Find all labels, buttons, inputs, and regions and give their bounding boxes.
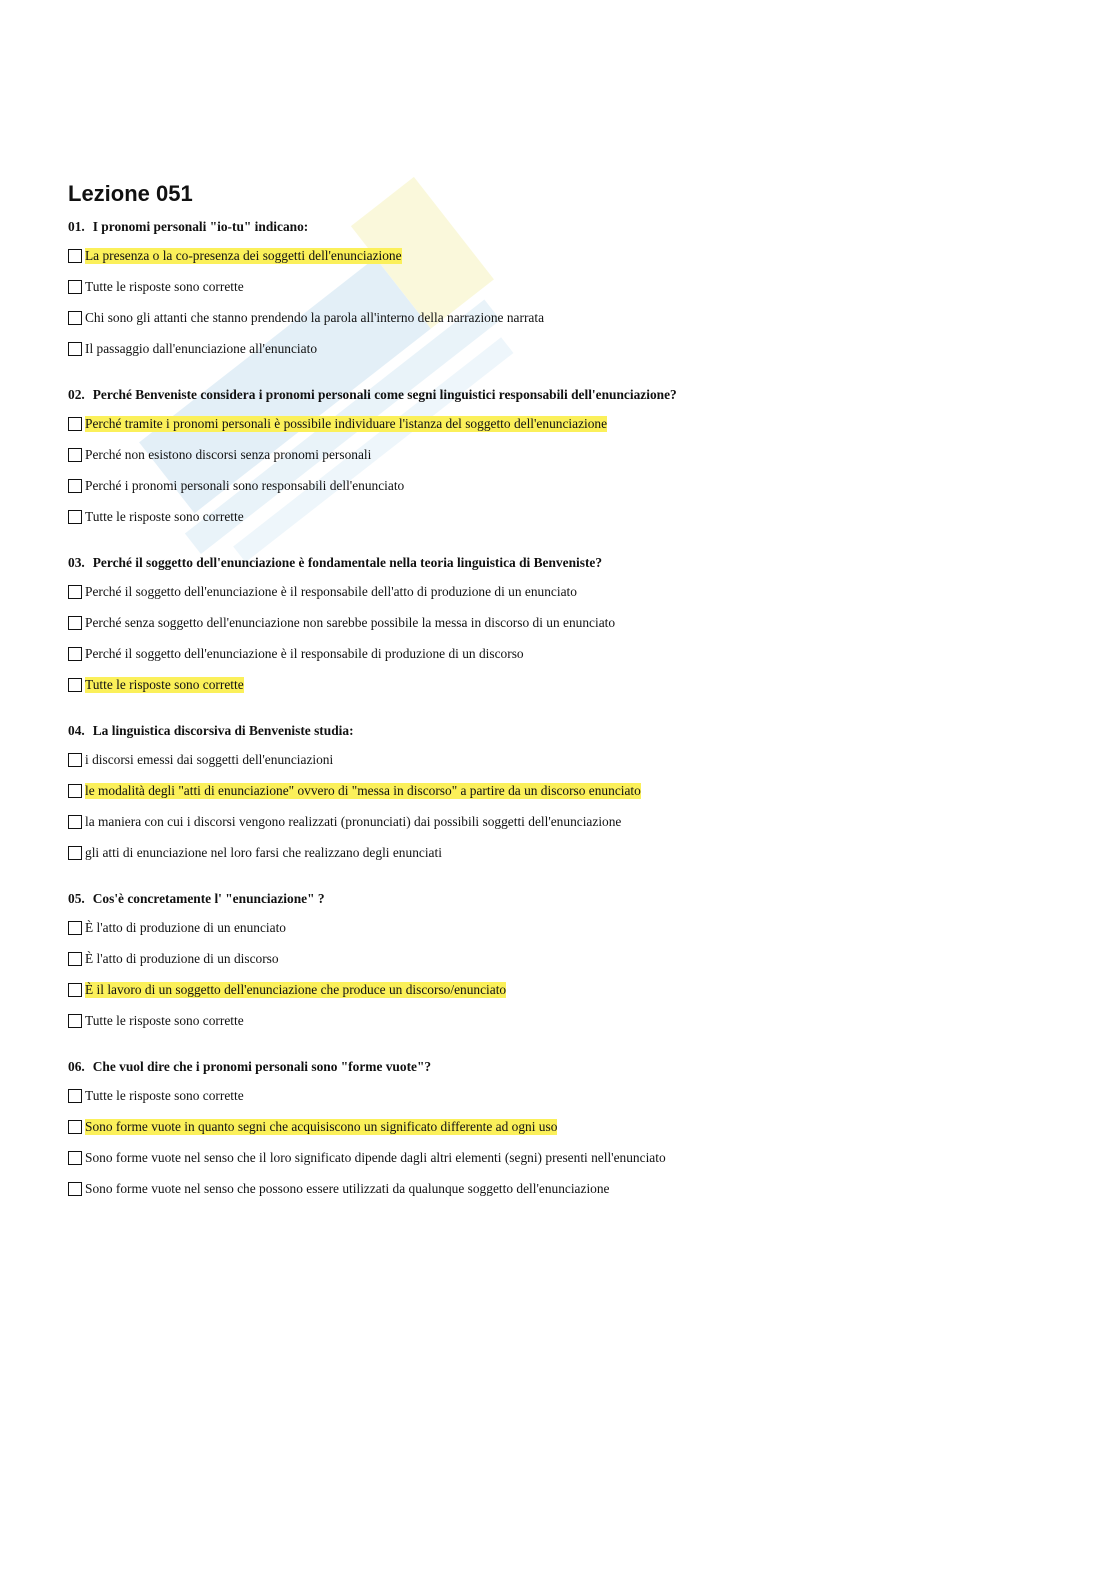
- question-text: Che vuol dire che i pronomi personali sono "forme vuote"?: [92, 1059, 432, 1074]
- question-spacer: [68, 364, 1068, 378]
- answer-text: Chi sono gli attanti che stanno prendendo la parola all'interno della narrazione narrata: [85, 309, 545, 325]
- answer-option[interactable]: [68, 912, 1068, 943]
- answer-option[interactable]: [68, 439, 1068, 470]
- question-header: [68, 550, 1068, 576]
- answer-text: la maniera con cui i discorsi vengono realizzati (pronunciati) dai possibili soggetti dell'enunciazione: [85, 813, 622, 829]
- answer-text-highlighted: Perché tramite i pronomi personali è possibile individuare l'istanza del soggetto dell'enunciazione: [85, 415, 608, 431]
- answer-checkbox[interactable]: [68, 1014, 82, 1028]
- answer-option[interactable]: [68, 501, 1068, 532]
- question-number: 03.: [68, 555, 85, 570]
- answer-option[interactable]: [68, 974, 1068, 1005]
- question-list: [68, 214, 1068, 1204]
- answer-option[interactable]: [68, 1005, 1068, 1036]
- answer-checkbox[interactable]: [68, 678, 82, 692]
- question-text: Cos'è concretamente l' "enunciazione" ?: [92, 891, 325, 906]
- answer-text-highlighted: È il lavoro di un soggetto dell'enunciazione che produce un discorso/enunciato: [85, 981, 507, 997]
- answer-option[interactable]: [68, 943, 1068, 974]
- answer-text-highlighted: Tutte le risposte sono corrette: [85, 676, 244, 692]
- answer-option[interactable]: [68, 837, 1068, 868]
- question-number: 01.: [68, 219, 85, 234]
- answer-option[interactable]: [68, 302, 1068, 333]
- question-header: [68, 886, 1068, 912]
- answer-checkbox[interactable]: [68, 1151, 82, 1165]
- answer-text: Perché senza soggetto dell'enunciazione non sarebbe possibile la messa in discorso di un enunciato: [85, 614, 616, 630]
- question-number: 06.: [68, 1059, 85, 1074]
- answer-text: Tutte le risposte sono corrette: [85, 278, 244, 294]
- answer-checkbox[interactable]: [68, 342, 82, 356]
- answer-option[interactable]: [68, 1173, 1068, 1204]
- answer-text: Perché i pronomi personali sono responsabili dell'enunciato: [85, 477, 405, 493]
- answer-text: Sono forme vuote nel senso che possono essere utilizzati da qualunque soggetto dell'enunciazione: [85, 1180, 610, 1196]
- answer-option[interactable]: [68, 775, 1068, 806]
- question-number: 04.: [68, 723, 85, 738]
- answer-checkbox[interactable]: [68, 1182, 82, 1196]
- answer-text: Sono forme vuote nel senso che il loro significato dipende dagli altri elementi (segni) presenti nell'enunciato: [85, 1149, 666, 1165]
- question-header: [68, 718, 1068, 744]
- question-spacer: [68, 1036, 1068, 1050]
- answer-text: Il passaggio dall'enunciazione all'enunciato: [85, 340, 318, 356]
- quiz-page: [68, 178, 1068, 1204]
- question-block: [68, 886, 1068, 1036]
- answer-checkbox[interactable]: [68, 784, 82, 798]
- answer-text: È l'atto di produzione di un discorso: [85, 950, 279, 966]
- answer-text: Perché il soggetto dell'enunciazione è il responsabile di produzione di un discorso: [85, 645, 524, 661]
- lesson-title: Lezione 051: [68, 181, 193, 206]
- question-block: [68, 214, 1068, 364]
- answer-option[interactable]: [68, 638, 1068, 669]
- answer-checkbox[interactable]: [68, 616, 82, 630]
- answer-checkbox[interactable]: [68, 417, 82, 431]
- question-block: [68, 718, 1068, 868]
- answer-option[interactable]: [68, 271, 1068, 302]
- question-spacer: [68, 868, 1068, 882]
- answer-option[interactable]: [68, 408, 1068, 439]
- answer-text: gli atti di enunciazione nel loro farsi che realizzano degli enunciati: [85, 844, 442, 860]
- question-spacer: [68, 700, 1068, 714]
- answer-text: Perché il soggetto dell'enunciazione è il responsabile dell'atto di produzione di un enunciato: [85, 583, 577, 599]
- answer-checkbox[interactable]: [68, 585, 82, 599]
- answer-text-highlighted: La presenza o la co-presenza dei soggetti dell'enunciazione: [85, 247, 402, 263]
- answer-checkbox[interactable]: [68, 280, 82, 294]
- answer-checkbox[interactable]: [68, 1089, 82, 1103]
- answer-option[interactable]: [68, 1142, 1068, 1173]
- answer-option[interactable]: [68, 607, 1068, 638]
- answer-option[interactable]: [68, 240, 1068, 271]
- answer-text: i discorsi emessi dai soggetti dell'enunciazioni: [85, 751, 334, 767]
- answer-checkbox[interactable]: [68, 952, 82, 966]
- answer-option[interactable]: [68, 1080, 1068, 1111]
- answer-checkbox[interactable]: [68, 846, 82, 860]
- answer-option[interactable]: [68, 333, 1068, 364]
- question-header: [68, 382, 1068, 408]
- answer-option[interactable]: [68, 744, 1068, 775]
- answer-text-highlighted: Sono forme vuote in quanto segni che acquisiscono un significato differente ad ogni uso: [85, 1118, 558, 1134]
- answer-text: Tutte le risposte sono corrette: [85, 1012, 244, 1028]
- answer-checkbox[interactable]: [68, 510, 82, 524]
- answer-checkbox[interactable]: [68, 311, 82, 325]
- question-text: Perché il soggetto dell'enunciazione è fondamentale nella teoria linguistica di Benveniste?: [92, 555, 603, 570]
- question-block: [68, 550, 1068, 700]
- question-number: 05.: [68, 891, 85, 906]
- question-text: La linguistica discorsiva di Benveniste studia:: [92, 723, 354, 738]
- answer-option[interactable]: [68, 470, 1068, 501]
- question-spacer: [68, 532, 1068, 546]
- answer-checkbox[interactable]: [68, 647, 82, 661]
- answer-checkbox[interactable]: [68, 983, 82, 997]
- answer-text-highlighted: le modalità degli "atti di enunciazione" ovvero di "messa in discorso" a partire da un discorso enunciato: [85, 782, 641, 798]
- answer-checkbox[interactable]: [68, 249, 82, 263]
- answer-option[interactable]: [68, 669, 1068, 700]
- question-header: [68, 1054, 1068, 1080]
- question-block: [68, 1054, 1068, 1204]
- question-header: [68, 214, 1068, 240]
- answer-checkbox[interactable]: [68, 753, 82, 767]
- question-text: I pronomi personali "io-tu" indicano:: [92, 219, 309, 234]
- question-number: 02.: [68, 387, 85, 402]
- answer-text: Tutte le risposte sono corrette: [85, 1087, 244, 1103]
- question-block: [68, 382, 1068, 532]
- answer-option[interactable]: [68, 1111, 1068, 1142]
- answer-checkbox[interactable]: [68, 448, 82, 462]
- question-text: Perché Benveniste considera i pronomi personali come segni linguistici responsabili dell'enunciazione?: [92, 387, 677, 402]
- answer-checkbox[interactable]: [68, 815, 82, 829]
- answer-option[interactable]: [68, 576, 1068, 607]
- answer-text: È l'atto di produzione di un enunciato: [85, 919, 286, 935]
- answer-checkbox[interactable]: [68, 479, 82, 493]
- answer-text: Tutte le risposte sono corrette: [85, 508, 244, 524]
- answer-option[interactable]: [68, 806, 1068, 837]
- answer-checkbox[interactable]: [68, 1120, 82, 1134]
- answer-text: Perché non esistono discorsi senza pronomi personali: [85, 446, 372, 462]
- answer-checkbox[interactable]: [68, 921, 82, 935]
